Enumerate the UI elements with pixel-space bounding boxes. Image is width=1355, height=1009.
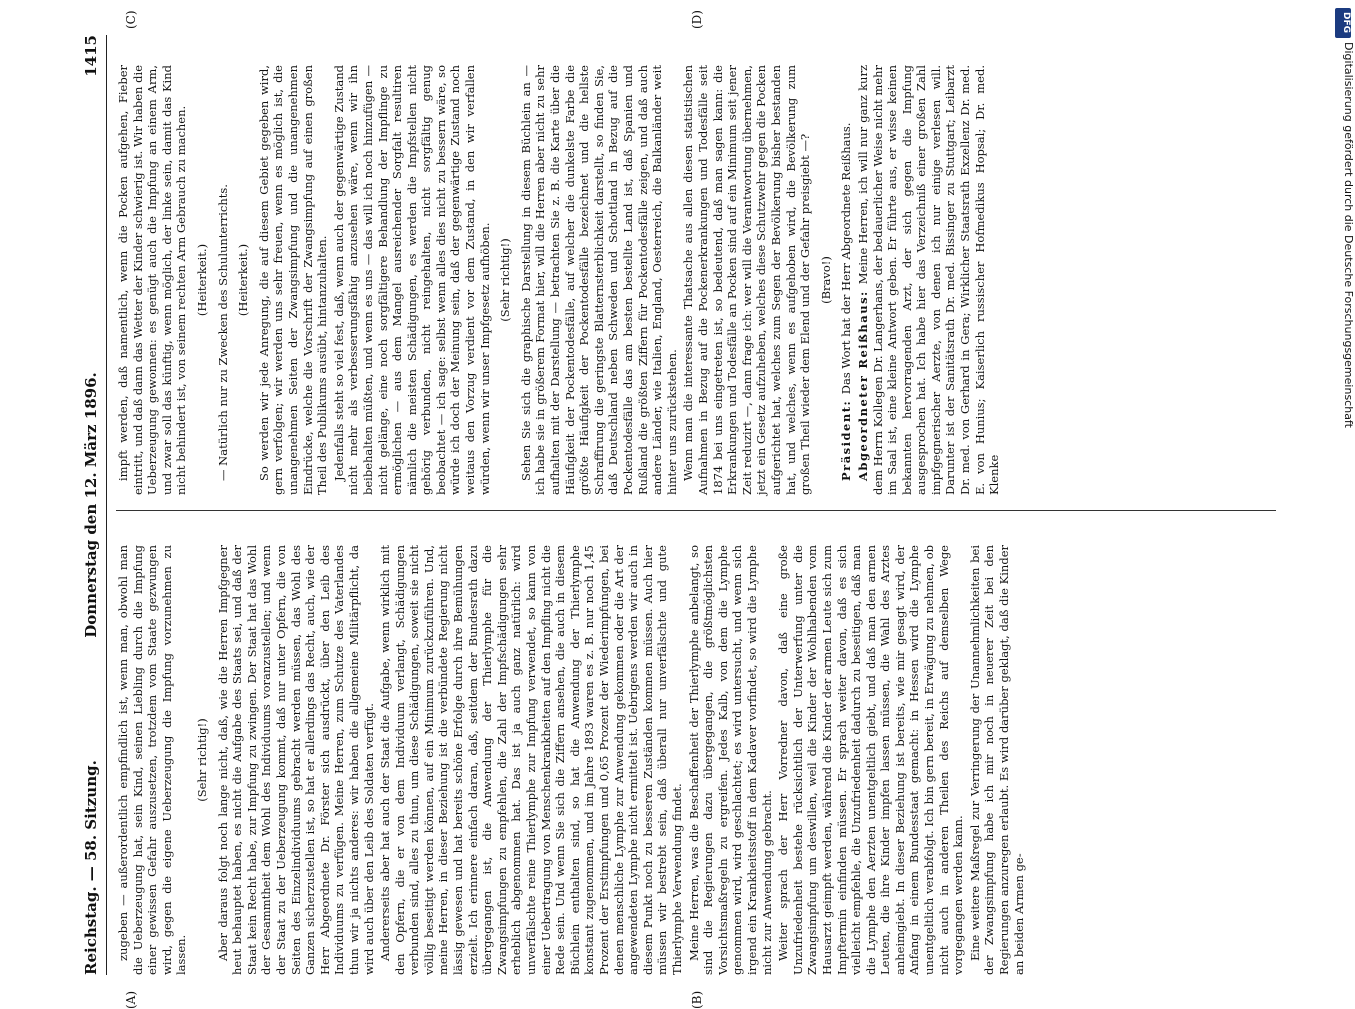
paragraph: zugeben — außerordentlich empfindlich ist, wenn man, obwohl man die Ueberzeugung hat, sein Kind, seinen Liebling durch die Impfung einer gewissen Gefahr auszusetzen, trotzdem vom Staate gezwungen wird, gegen die eigene Ueberzeugung die Impfung vorzunehmen zu lassen. bbox=[116, 545, 189, 975]
interjection: (Heiterkeit.) bbox=[236, 243, 251, 317]
speaker-paragraph bbox=[856, 65, 1002, 495]
paragraph: Weiter sprach der Herr Vorredner davon, daß eine große Unzufriedenheit bestehe rücksichtlich der Unterwerfung unter die Zwangsimpfung um deswillen, weil die Kinder der Wohlhabenden vom Hausarzt geimpft werden, während die Kinder der armen Leute sich zum Impftermin einfinden müssen. Er sprach weiter davon, daß es sich vielleicht empfehle, die Unzufriedenheit dadurch zu beseitigen, daß man die Lymphe den Aerzten unentgeltlich giebt, und daß man den armen Leuten, die ihre Kinder impfen lassen müssen, die Wahl des Arztes anheimgiebt. In dieser Beziehung ist bereits, wie mir gesagt wird, der Anfang in einem Bundesstaat gemacht: in Hessen wird die Lymphe unentgeltlich verabfolgt. Ich bin gern bereit, in Erwägung zu nehmen, ob nicht auch in anderen Theilen des Reichs auf demselben Wege vorgegangen werden kann. bbox=[776, 545, 966, 975]
interjection: (Sehr richtig!) bbox=[194, 718, 209, 802]
speaker-label: Abgeordneter Reißhaus: bbox=[855, 284, 870, 481]
paragraph: — Natürlich nur zu Zwecken des Schulunterrichts. bbox=[215, 184, 230, 481]
right-column bbox=[116, 65, 1276, 495]
speaker-label: Präsident: bbox=[839, 394, 854, 481]
margin-marker-c: (C) bbox=[124, 10, 138, 29]
paragraph: impft werden, daß namentlich, wenn die Pocken aufgehen, Fieber eintritt, und daß dann das Wetter der Kinder schwierig ist. Wir haben die Ueberzeugung gewonnen: es genügt auch die Impfung an einem Arm, und zwar soll das künftig, wenn möglich, der linke sein, damit das Kind nicht behindert ist, von seinem rechten Arm Gebrauch zu machen. bbox=[116, 65, 189, 495]
interjection: (Sehr richtig!) bbox=[498, 238, 513, 322]
paragraph: Jedenfalls steht so viel fest, daß, wenn auch der gegenwärtige Zustand nicht mehr als verbesserungsfähig anzusehen wäre, wenn wir ihn beibehalten müßten, und wenn es uns — das will ich noch hinzufügen — nicht gelänge, eine noch sorgfältigere Behandlung der Impflinge zu ermöglichen — aus dem Mangel ausreichender Sorgfalt resultiren nämlich die meisten Schädigungen, es werden die Impfstellen nicht gehörig verbunden, nicht reingehalten, nicht sorgfältig genug beobachtet — ich sage: selbst wenn alles dies nicht zu bessern wäre, so würde ich doch der Meinung sein, daß der gegenwärtige Zustand noch weitaus den Vorzug verdient vor dem Zustand, in den wir verfallen würden, wenn wir unser Impfgesetz aufhöben. bbox=[331, 65, 492, 495]
left-column bbox=[116, 545, 1276, 975]
margin-marker-d: (D) bbox=[690, 10, 704, 29]
paragraph: So werden wir jede Anregung, die auf diesem Gebiet gegeben wird, gern verfolgen; wir werden uns sehr freuen, wenn es möglich ist, die unangenehmen Seiten der Zwangsimpfung und die unangenehmen Eindrücke, welche die Vorschrift der Zwangsimpfung auf einen großen Theil des Publikums ausübt, hintanzuhalten. bbox=[256, 65, 330, 495]
document-page bbox=[80, 10, 1280, 1009]
paragraph: Sehen Sie sich die graphische Darstellung in diesem Büchlein an — ich habe sie in größerem Format hier, will die Herren aber nicht zu sehr aufhalten mit der Darstellung — betrachten Sie z. B. die Karte über die Häufigkeit der Pockentodesfälle, auf welcher die dunkelste Farbe die größte Häufigkeit der Pockentodesfälle bezeichnet und die hellste Schraffirung die geringste Blatternsterblichkeit darstellt, so finden Sie, daß Deutschland neben Schweden und Schottland in Bezug auf die Pockentodesfälle das am besten bestellte Land ist, daß Spanien und Rußland die größten Ziffern für Pockentodesfälle zeigen, und daß auch andere Länder, wie Italien, England, Oesterreich, die Balkanländer weit hinter uns zurückstehen. bbox=[518, 65, 679, 495]
dfg-logo: DFG bbox=[1335, 8, 1351, 38]
interjection: (Bravo!) bbox=[818, 256, 833, 304]
header-date: Donnerstag den 12. März 1896. bbox=[82, 372, 100, 638]
page-number: 1415 bbox=[82, 35, 100, 77]
column-divider bbox=[116, 510, 1276, 511]
paragraph: Meine Herren, was die Beschaffenheit der Thierlymphe anbelangt, so sind die Regierungen dazu übergegangen, die größtmöglichsten Vorsichtsmaßregeln zu ergreifen. Jedes Kalb, von dem die Lymphe genommen wird, wird geschlachtet; es wird untersucht, und wenn sich irgend ein Krankheitsstoff in dem Kadaver vorfindet, so wird die Lymphe nicht zur Anwendung gebracht. bbox=[686, 545, 774, 975]
speaker-text: Meine Herren, ich will nur ganz kurz dem Herrn Kollegen Dr. Langerhans, der bedauerlicher Weise nicht mehr im Saal ist, eine kleine Antwort geben. Er führte aus, er wisse keinen bekannten hervorragenden Arzt, der sich gegen die Impfung ausgesprochen hat. Ich habe hier das Verzeichniß einer großen Zahl impfgegnerischer Aerzte, von denen ich nur einige verlesen will. Darunter ist der Sanitätsrath Dr. med. Bissinger zu Stuttgart; Leibarzt Dr. med. von Gerhard in Gera; Wirklicher Staatsrath Exzellenz Dr. med. E. von Hunius; Kaiserlich russischer Hofmedikus Hopsal; Dr. med. Klenke bbox=[855, 65, 1002, 495]
paragraph: Aber daraus folgt noch lange nicht, daß, wie die Herren Impfgegner heut behauptet haben, es nicht die Aufgabe des Staats sei, und daß der Staat kein Recht habe, zur Impfung zu zwingen. Der Staat hat das Wohl der Gesammtheit dem Wohl des Individuums voranzustellen; und wenn der Staat zu der Ueberzeugung kommt, daß nur unter Opfern, die von Seiten des Einzelindividuums gebracht werden müssen, das Wohl des Ganzen sicherzustellen ist, so hat er allerdings das Recht, auch, wie der Herr Abgeordnete Dr. Förster sich ausdrückt, über den Leib des Individuums zu verfügen. Meine Herren, zum Schutze des Vaterlandes thun wir ja nichts anderes: wir haben die allgemeine Militärpflicht, da wird auch über den Leib des Soldaten verfügt. bbox=[215, 545, 376, 975]
paragraph: Andererseits aber hat auch der Staat die Aufgabe, wenn wirklich mit den Opfern, die er von dem Individuum verlangt, Schädigungen verbunden sind, alles zu thun, um diese Schädigungen, soweit sie nicht völlig beseitigt werden können, auf ein Minimum zurückzuführen. Und, meine Herren, in dieser Beziehung ist die verbündete Regierung nicht lässig gewesen und hat bereits schöne Erfolge durch ihre Bemühungen erzielt. Ich erinnere einfach daran, daß, seitdem der Bundesrath dazu übergegangen ist, die Anwendung der Thierlymphe für die Zwangsimpfungen zu empfehlen, die Zahl der Impfschädigungen sehr erheblich abgenommen hat. Das ist ja auch ganz natürlich: wird unverfälschte reine Thierlymphe zur Impfung verwendet, so kann von einer Uebertragung von Menschenkrankheiten auf den Impfling nicht die Rede sein. Und wenn Sie sich die Ziffern ansehen, die auch in diesem Büchlein enthalten sind, so hat die Anwendung der Thierlymphe konstant zugenommen, und im Jahre 1893 waren es z. B. nur noch 1,45 Prozent der Erstimpfungen und 0,65 Prozent der Wiederimpfungen, bei denen menschliche Lymphe zur Anwendung gekommen oder die Art der angewendeten Lymphe nicht ermittelt ist. Uebrigens werden wir auch in diesem Punkt noch zu besseren Zuständen kommen müssen. Auch hier müssen wir bestrebt sein, daß überall nur unverfälschte und gute Thierlymphe Verwendung findet. bbox=[378, 545, 684, 975]
digitization-credit bbox=[1333, 8, 1355, 798]
credit-text: Digitalisierung gefördert durch die Deutsche Forschungsgemeinschaft bbox=[1342, 42, 1355, 428]
margin-marker-b: (B) bbox=[690, 990, 704, 1009]
margin-marker-a: (A) bbox=[124, 990, 138, 1009]
interjection: (Heiterkeit.) bbox=[194, 243, 209, 317]
header-session: Reichstag. — 58. Sitzung. bbox=[82, 760, 100, 975]
paragraph: Wenn man die interessante Thatsache aus allen diesen statistischen Aufnahmen in Bezug auf die Pockenerkrankungen und Todesfälle seit 1874 bei uns eingetreten ist, so bedeutend, daß man sagen kann: die Erkrankungen und Todesfälle an Pocken sind auf ein Minimum seit jener Zeit reduzirt —, dann frage ich: wer will die Verantwortung übernehmen, jetzt ein Gesetz aufzuheben, welches diese Schutzwehr gegen die Pocken aufgerichtet hat, welches zum Segen der Bevölkerung bisher bestanden hat, und welches, wenn es aufgehoben wird, die Bevölkerung zum großen Theil wieder dem Elend und der Gefahr preisgiebt —? bbox=[681, 65, 813, 495]
speaker-text: Das Wort hat der Herr Abgeordnete Reißhaus. bbox=[839, 122, 854, 395]
speaker-paragraph bbox=[839, 65, 854, 495]
page-header bbox=[80, 35, 107, 975]
paragraph: Eine weitere Maßregel zur Verringerung der Unannehmlichkeiten bei der Zwangsimpfung habe ich mir noch in neuerer Zeit bei den Regierungen anzuregen erlaubt. Es wird darüber geklagt, daß die Kinder an beiden Armen ge- bbox=[967, 545, 1026, 975]
